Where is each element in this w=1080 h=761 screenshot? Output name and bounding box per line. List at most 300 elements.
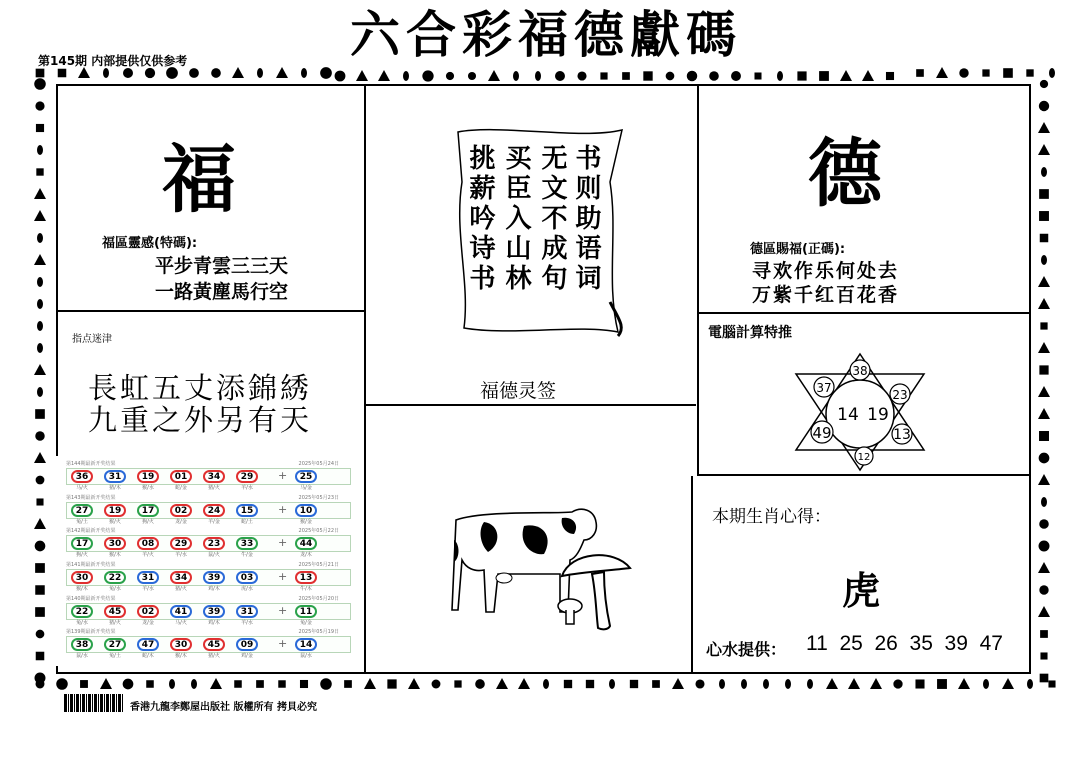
sign-label: 福德灵签 (480, 380, 557, 402)
border-ornament (959, 68, 968, 77)
border-ornament (35, 673, 46, 684)
border-ornament (719, 679, 725, 689)
border-ornament (36, 630, 45, 639)
zodiac-caption: 蛇/木 (142, 653, 154, 659)
barcode-bar (70, 694, 72, 712)
border-ornament (37, 387, 43, 397)
computer-label: 電腦計算特推 (708, 325, 792, 341)
result-balls (66, 468, 351, 491)
border-ornament (35, 607, 45, 617)
poem-column-4: 挑薪吟诗书 (465, 144, 495, 294)
zodiac-caption: 兔/土 (76, 519, 88, 525)
barcode-bar (114, 694, 115, 712)
border-ornament (870, 678, 882, 689)
star-num-top: 38 (852, 364, 868, 378)
border-ornament (34, 210, 46, 221)
result-balls (66, 502, 351, 525)
barcode-bar (104, 694, 105, 712)
border-ornament (488, 70, 500, 81)
border-ornament (916, 69, 924, 77)
lottery-ball: 09 (236, 638, 258, 651)
lottery-ball: 24 (203, 504, 225, 517)
border-ornament (403, 71, 409, 81)
border-ornament (37, 299, 43, 309)
border-ornament (35, 101, 44, 110)
lottery-ball: 30 (170, 638, 192, 651)
zodiac-caption: 牛/金 (241, 552, 253, 558)
border-ornament (35, 431, 44, 440)
border-ornament (364, 678, 376, 689)
border-ornament (36, 652, 45, 661)
border-ornament (34, 78, 46, 90)
border-ornament (276, 67, 288, 78)
border-ornament (1040, 322, 1047, 329)
plus-sign: + (278, 469, 288, 482)
border-ornament (915, 679, 924, 688)
page-title: 六合彩福德獻碼 (350, 5, 742, 64)
lottery-ball: 27 (71, 504, 93, 517)
mushroom-icon (556, 546, 636, 636)
border-ornament (555, 71, 565, 81)
border-ornament (643, 71, 652, 80)
border-ornament (609, 679, 615, 689)
result-row (66, 628, 351, 659)
border-ornament (37, 343, 43, 353)
barcode-bar (92, 694, 93, 712)
star-num-upper-right: 23 (892, 388, 908, 402)
border-ornament (34, 518, 46, 529)
barcode-bar (108, 694, 109, 712)
special-zodiac-caption: 猴/金 (300, 519, 312, 525)
border-ornament (432, 680, 441, 689)
divider (697, 86, 699, 476)
zodiac-caption: 猴/水 (142, 485, 154, 491)
result-date: 2025年05月19日 (298, 629, 339, 635)
zodiac-caption: 蛇/土 (241, 519, 253, 525)
border-ornament (819, 71, 829, 81)
lottery-ball: 31 (137, 571, 159, 584)
special-zodiac-caption: 龙/木 (300, 552, 312, 558)
border-ornament (35, 541, 46, 552)
border-ornament (356, 70, 368, 81)
plus-sign: + (278, 637, 288, 650)
barcode-bar (102, 694, 103, 712)
border-ornament (1048, 680, 1055, 687)
de-label: 德區賜福(正碼): (750, 242, 846, 257)
zodiac-caption: 猪/火 (208, 485, 220, 491)
star-of-david-icon (790, 352, 930, 472)
border-ornament (1038, 276, 1050, 287)
border-ornament (741, 679, 747, 689)
numbers-value: 11 25 26 35 39 47 (806, 632, 1003, 655)
plus-sign: + (278, 604, 288, 617)
border-ornament (630, 680, 638, 688)
zodiac-caption: 鸡/木 (208, 620, 220, 626)
border-ornament (1002, 678, 1014, 689)
border-ornament (826, 678, 838, 689)
barcode-bar (96, 694, 97, 712)
border-ornament (320, 67, 332, 79)
poem-column-2: 无文不成句 (537, 144, 567, 294)
border-ornament (886, 72, 894, 80)
result-balls (66, 603, 351, 626)
barcode-bar (78, 694, 79, 712)
result-heading (66, 460, 351, 468)
barcode-bar (118, 694, 120, 712)
border-ornament (1039, 365, 1048, 374)
border-ornament (937, 679, 947, 689)
result-row (66, 494, 351, 525)
border-ornament (983, 679, 989, 689)
result-balls (66, 535, 351, 558)
border-ornament (1049, 68, 1055, 78)
lottery-ball: 34 (170, 571, 192, 584)
result-heading (66, 527, 351, 535)
barcode-bar (100, 694, 102, 712)
border-ornament (37, 321, 43, 331)
barcode-bar (106, 694, 108, 712)
de-line-2: 万紫千红百花香 (752, 284, 900, 306)
lottery-ball: 34 (203, 470, 225, 483)
lottery-ball: 22 (71, 605, 93, 618)
barcode-bar (72, 694, 73, 712)
border-ornament (446, 72, 454, 80)
zodiac-caption: 蛇/金 (175, 485, 187, 491)
border-ornament (1027, 679, 1033, 689)
border-ornament (36, 124, 44, 132)
border-ornament (1039, 453, 1050, 464)
special-ball: 14 (295, 638, 317, 651)
zodiac-caption: 马/火 (175, 620, 187, 626)
star-num-upper-left: 37 (816, 381, 832, 395)
border-ornament (622, 72, 630, 80)
border-ornament (848, 678, 860, 689)
border-ornament (35, 585, 44, 594)
border-ornament (1038, 386, 1050, 397)
footer-text: 香港九龍李鄭屋出版社 版權所有 拷貝必究 (130, 702, 317, 713)
border-ornament (958, 678, 970, 689)
zodiac-caption: 羊/水 (175, 552, 187, 558)
barcode-bar (122, 694, 123, 712)
border-ornament (37, 233, 43, 243)
border-ornament (1040, 652, 1047, 659)
result-date: 2025年05月20日 (298, 596, 339, 602)
barcode-bar (74, 694, 75, 712)
border-ornament (1038, 562, 1050, 573)
border-ornament (1038, 342, 1050, 353)
tips-label: 指点迷津 (72, 334, 112, 345)
zodiac-caption: 猪/火 (109, 620, 121, 626)
barcode-bar (112, 694, 114, 712)
lottery-ball: 19 (137, 470, 159, 483)
border-ornament (34, 254, 46, 265)
border-ornament (1039, 431, 1049, 441)
barcode-bar (94, 694, 96, 712)
border-ornament (709, 71, 719, 81)
border-ornament (1039, 585, 1048, 594)
border-ornament (169, 679, 175, 689)
result-title: 第143期最新开奖结果 (66, 495, 116, 501)
lottery-ball: 39 (203, 605, 225, 618)
border-ornament (145, 68, 155, 78)
result-balls (66, 636, 351, 659)
lottery-ball: 27 (104, 638, 126, 651)
border-ornament (785, 679, 791, 689)
barcode-bar (120, 694, 121, 712)
special-zodiac-caption: 兔/金 (300, 620, 312, 626)
border-ornament (36, 476, 45, 485)
border-ornament (422, 70, 433, 81)
result-title: 第140期最新开奖结果 (66, 596, 116, 602)
barcode-bar (88, 694, 90, 712)
border-ornament (687, 71, 697, 81)
barcode-icon (64, 694, 124, 712)
border-ornament (58, 69, 67, 78)
zodiac-caption: 龙/金 (175, 519, 187, 525)
result-row (66, 460, 351, 491)
border-ornament (1038, 606, 1050, 617)
zodiac-caption: 羊/水 (142, 586, 154, 592)
tips-line-1: 長虹五丈添錦綉 (88, 371, 313, 405)
zodiac-caption: 猴/木 (175, 653, 187, 659)
divider (691, 476, 693, 672)
barcode-bar (82, 694, 84, 712)
border-ornament (37, 145, 43, 155)
border-ornament (695, 679, 704, 688)
star-num-lower-right: 13 (893, 427, 911, 443)
special-zodiac-caption: 牛/木 (300, 586, 312, 592)
zodiac-caption: 猴/火 (109, 519, 121, 525)
border-ornament (234, 680, 242, 688)
border-ornament (496, 678, 508, 689)
border-ornament (1041, 167, 1047, 177)
border-ornament (80, 680, 88, 688)
barcode-bar (76, 694, 78, 712)
fu-label: 福區靈感(特碼): (102, 236, 198, 251)
border-ornament (1041, 255, 1047, 265)
border-ornament (893, 679, 902, 688)
divider (364, 86, 366, 672)
zodiac-caption: 猴/木 (76, 586, 88, 592)
zodiac-caption: 猴/木 (109, 552, 121, 558)
border-ornament (278, 680, 285, 687)
lottery-ball: 19 (104, 504, 126, 517)
result-title: 第141期最新开奖结果 (66, 562, 116, 568)
barcode-bar (110, 694, 111, 712)
de-line-1: 寻欢作乐何处去 (752, 260, 900, 282)
border-ornament (211, 68, 221, 78)
border-ornament (666, 72, 675, 81)
barcode-bar (80, 694, 81, 712)
zodiac-caption: 猪/火 (175, 586, 187, 592)
border-ornament (1039, 101, 1049, 111)
border-ornament (103, 68, 109, 78)
barcode-bar (86, 694, 87, 712)
zodiac-caption: 虎/水 (241, 586, 253, 592)
zodiac-caption: 狗/火 (142, 519, 154, 525)
lottery-ball: 03 (236, 571, 258, 584)
special-ball: 13 (295, 571, 317, 584)
star-num-center-right: 19 (867, 405, 889, 425)
result-row (66, 561, 351, 592)
special-ball: 25 (295, 470, 317, 483)
divider (697, 312, 1031, 314)
fu-line-1: 平步青雲三三天 (155, 255, 289, 277)
plus-sign: + (278, 536, 288, 549)
lottery-ball: 31 (104, 470, 126, 483)
de-character: 德 (808, 131, 882, 217)
result-title: 第142期最新开奖结果 (66, 528, 116, 534)
border-ornament (1038, 122, 1050, 133)
result-date: 2025年05月22日 (298, 528, 339, 534)
border-ornament (454, 680, 461, 687)
border-ornament (763, 679, 769, 689)
border-ornament (1041, 497, 1047, 507)
special-ball: 11 (295, 605, 317, 618)
zodiac-label: 本期生肖心得： (712, 507, 831, 527)
border-ornament (475, 679, 485, 689)
zodiac-caption: 马/火 (76, 485, 88, 491)
border-ornament (300, 680, 308, 688)
result-heading (66, 561, 351, 569)
border-ornament (123, 679, 134, 690)
lottery-ball: 17 (137, 504, 159, 517)
result-row (66, 595, 351, 626)
poem-column-1: 书则助语词 (571, 144, 601, 294)
border-ornament (1038, 474, 1050, 485)
border-ornament (378, 70, 390, 81)
border-ornament (468, 72, 476, 80)
border-ornament (577, 71, 586, 80)
special-zodiac-caption: 马/金 (300, 485, 312, 491)
zodiac-caption: 猪/木 (109, 485, 121, 491)
lottery-ball: 08 (137, 537, 159, 550)
border-ornament (518, 678, 530, 689)
lottery-ball: 29 (170, 537, 192, 550)
divider (56, 310, 366, 312)
lottery-ball: 02 (137, 605, 159, 618)
border-ornament (1040, 80, 1048, 88)
lottery-ball: 31 (236, 605, 258, 618)
lottery-ball: 41 (170, 605, 192, 618)
border-ornament (56, 678, 68, 690)
zodiac-caption: 兔/土 (109, 653, 121, 659)
barcode-bar (66, 694, 67, 712)
barcode-bar (84, 694, 85, 712)
border-ornament (35, 409, 45, 419)
border-ornament (344, 680, 352, 688)
result-title: 第139期最新开奖结果 (66, 629, 116, 635)
zodiac-caption: 羊/水 (241, 620, 253, 626)
tips-line-2: 九重之外另有天 (88, 403, 313, 437)
border-ornament (320, 678, 332, 690)
lottery-ball: 17 (71, 537, 93, 550)
border-ornament (672, 678, 684, 689)
lottery-ball: 15 (236, 504, 258, 517)
border-ornament (936, 67, 948, 78)
star-num-lower-left: 49 (812, 424, 832, 442)
lottery-ball: 02 (170, 504, 192, 517)
border-ornament (210, 678, 222, 689)
lottery-ball: 45 (203, 638, 225, 651)
border-ornament (189, 68, 199, 78)
special-ball: 44 (295, 537, 317, 550)
border-ornament (982, 69, 989, 76)
border-ornament (1040, 630, 1048, 638)
result-title: 第144期最新开奖结果 (66, 461, 116, 467)
lottery-ball: 22 (104, 571, 126, 584)
lottery-ball: 36 (71, 470, 93, 483)
plus-sign: + (278, 503, 288, 516)
border-ornament (564, 680, 572, 688)
border-ornament (35, 563, 45, 573)
border-ornament (652, 680, 660, 688)
border-ornament (1039, 211, 1049, 221)
star-num-center-left: 14 (837, 405, 859, 425)
barcode-bar (90, 694, 91, 712)
result-date: 2025年05月21日 (298, 562, 339, 568)
border-ornament (513, 71, 519, 81)
border-ornament (1026, 69, 1033, 76)
border-ornament (146, 680, 154, 688)
lottery-ball: 38 (71, 638, 93, 651)
zodiac-caption: 狗/火 (76, 552, 88, 558)
border-ornament (797, 71, 806, 80)
result-heading (66, 628, 351, 636)
border-ornament (387, 679, 396, 688)
lottery-ball: 29 (236, 470, 258, 483)
border-ornament (34, 364, 46, 375)
divider (699, 474, 1031, 476)
border-ornament (335, 71, 346, 82)
border-ornament (543, 679, 549, 689)
lottery-ball: 23 (203, 537, 225, 550)
zodiac-caption: 鼠/火 (208, 552, 220, 558)
border-ornament (301, 68, 307, 78)
lottery-ball: 30 (104, 537, 126, 550)
result-heading (66, 595, 351, 603)
border-ornament (191, 679, 197, 689)
border-ornament (1040, 234, 1048, 242)
lottery-ball: 33 (236, 537, 258, 550)
border-ornament (731, 71, 741, 81)
border-ornament (1039, 519, 1049, 529)
plus-sign: + (278, 570, 288, 583)
border-ornament (1040, 674, 1049, 683)
barcode-bar (116, 694, 117, 712)
border-ornament (36, 168, 43, 175)
zodiac-caption: 鸡/金 (241, 653, 253, 659)
zodiac-caption: 猪/火 (208, 653, 220, 659)
zodiac-caption: 兔/水 (76, 620, 88, 626)
border-ornament (34, 188, 46, 199)
result-date: 2025年05月23日 (298, 495, 339, 501)
border-ornament (807, 679, 813, 689)
zodiac-caption: 羊/火 (142, 552, 154, 558)
border-ornament (34, 452, 46, 463)
border-ornament (754, 72, 761, 79)
result-row (66, 527, 351, 558)
numbers-label: 心水提供： (706, 640, 787, 659)
divider (366, 404, 696, 406)
barcode-bar (68, 694, 69, 712)
special-zodiac-caption: 鼠/水 (300, 653, 312, 659)
barcode-bar (64, 694, 66, 712)
border-ornament (1038, 408, 1050, 419)
border-ornament (840, 70, 852, 81)
border-ornament (408, 678, 420, 689)
border-ornament (1038, 144, 1050, 155)
